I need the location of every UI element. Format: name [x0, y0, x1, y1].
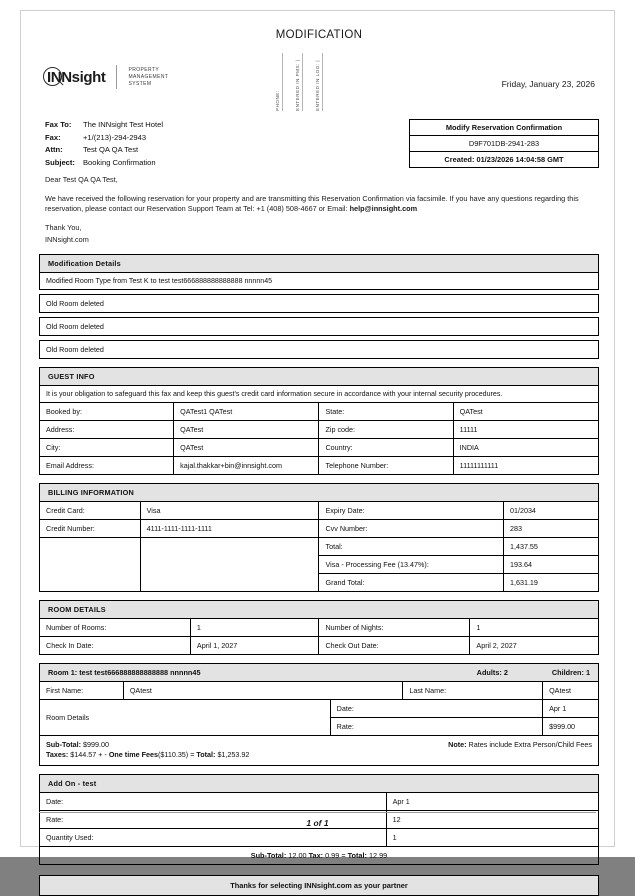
attn-value: Test QA QA Test [82, 145, 139, 154]
add-on-subtotal-label: Sub-Total: [250, 850, 287, 860]
letter-signature: INNsight.com [45, 235, 89, 244]
modification-row-deleted-1: Old Room deleted [39, 294, 599, 313]
table-row [40, 402, 599, 420]
table-row [40, 438, 599, 456]
vertical-mark-entered-log: ENTERED IN LOG: | [315, 53, 323, 111]
state-value: QATest [453, 402, 598, 420]
guest-info-header-row [40, 367, 599, 385]
table-row [40, 456, 599, 474]
logo-brand-text: INNsight [47, 68, 106, 86]
room-1-totals [46, 740, 249, 761]
letter-body [39, 175, 599, 246]
room-1-subtotal-value: $999.00 [83, 739, 109, 749]
room-1-taxes-line [46, 750, 249, 761]
state-label: State: [319, 402, 453, 420]
processing-fee-value: 193.64 [503, 555, 598, 573]
logo-tagline-line2: MANAGEMENT [128, 73, 169, 80]
add-on-header-row [40, 774, 599, 792]
billing-header-row [40, 483, 599, 501]
first-name-label: First Name: [40, 681, 124, 699]
add-on-total-label: Total: [347, 850, 367, 860]
room-1-date-value: Apr 1 [543, 699, 599, 717]
room-1-total-value: $1,253.92 [217, 750, 250, 759]
document-date: Friday, January 23, 2026 [501, 79, 595, 89]
check-out-value: April 2, 2027 [470, 636, 599, 654]
vertical-mark-phone: PHONE: [275, 53, 283, 111]
last-name-value: QAtest [543, 681, 599, 699]
credit-card-label: Credit Card: [40, 501, 141, 519]
city-value: QATest [174, 438, 319, 456]
room-1-totals-row [40, 735, 599, 765]
table-row [40, 699, 599, 717]
cvv-label: Cvv Number: [319, 519, 503, 537]
country-label: Country: [319, 438, 453, 456]
booked-by-label: Booked by: [40, 402, 174, 420]
city-label: City: [40, 438, 174, 456]
modification-row-deleted-2: Old Room deleted [39, 317, 599, 336]
room-1-details-section [39, 681, 599, 766]
room-details-section [39, 600, 599, 655]
page-content [39, 29, 599, 896]
letter-paragraph [45, 194, 599, 215]
modification-details-header-row [40, 254, 599, 272]
table-row [40, 618, 599, 636]
fax-label: Fax: [45, 132, 61, 142]
expiry-value: 01/2034 [503, 501, 598, 519]
letter-thanks: Thank You, [45, 222, 82, 232]
zip-value: 11111 [453, 420, 598, 438]
fax-to-value: The INNsight Test Hotel [82, 120, 164, 129]
fax-to-block [45, 119, 163, 169]
add-on-total-value: 12.99 [368, 850, 388, 860]
telephone-value: 11111111111 [453, 456, 598, 474]
check-in-value: April 1, 2027 [190, 636, 319, 654]
add-on-tax-label: Tax: [308, 850, 324, 860]
grand-total-value: 1,631.19 [503, 573, 598, 591]
room-1-banner [39, 663, 599, 681]
room-1-taxes-amount: $144.57 + - [70, 750, 107, 759]
billing-information-section [39, 483, 599, 592]
number-of-nights-label: Number of Nights: [319, 618, 470, 636]
guest-info-section [39, 367, 599, 475]
credit-number-label: Credit Number: [40, 519, 141, 537]
attn-label: Attn: [45, 145, 63, 154]
add-on-date-label: Date: [40, 792, 387, 810]
modification-details-header: Modification Details [40, 254, 599, 272]
fax-to-label: Fax To: [45, 120, 72, 129]
support-email: help@innsight.com [349, 204, 418, 213]
fax-header-row [39, 119, 599, 169]
number-of-rooms-value: 1 [190, 618, 319, 636]
subject-label: Subject: [45, 157, 75, 167]
room-1-adults: Adults: 2 [476, 667, 508, 677]
address-value: QATest [174, 420, 319, 438]
subject-value: Booking Confirmation [82, 157, 156, 167]
modification-row-text: Modified Room Type from Test K to test test666888888888888 nnnnn45 [40, 272, 599, 289]
email-label: Email Address: [40, 456, 174, 474]
billing-total-value: 1,437.55 [503, 537, 598, 555]
innsight-logo [45, 65, 168, 89]
add-on-subtotal-value: 12.00 [288, 850, 307, 860]
fax-to-row [45, 119, 163, 132]
logo-divider [116, 65, 117, 89]
table-row [40, 501, 599, 519]
processing-fee-label: Visa - Processing Fee (13.47%): [319, 555, 503, 573]
confirmation-title: Modify Reservation Confirmation [410, 120, 598, 136]
zip-label: Zip code: [319, 420, 453, 438]
add-on-total-row [40, 846, 599, 864]
billing-header: BILLING INFORMATION [40, 483, 599, 501]
first-name-value: QAtest [123, 681, 402, 699]
confirmation-box [409, 119, 599, 168]
footer-divider [39, 812, 596, 813]
logo-tagline [128, 67, 168, 88]
logo-wordmark [45, 69, 105, 86]
logo-tagline-line1: PROPERTY [128, 66, 160, 73]
modification-row [40, 272, 599, 289]
table-row [40, 792, 599, 810]
expiry-label: Expiry Date: [319, 501, 503, 519]
check-in-label: Check In Date: [40, 636, 191, 654]
table-row [40, 420, 599, 438]
confirmation-created: Created: 01/23/2026 14:04:58 GMT [444, 155, 564, 164]
document-header [39, 57, 599, 115]
table-row [40, 519, 599, 537]
number-of-rooms-label: Number of Rooms: [40, 618, 191, 636]
address-label: Address: [40, 420, 174, 438]
room-1-fees-label: One time Fees [108, 750, 158, 759]
footer-banner: Thanks for selecting INNsight.com as your partner [39, 875, 599, 896]
page-number: 1 of 1 [306, 818, 329, 828]
add-on-header: Add On - test [40, 774, 599, 792]
table-row [40, 828, 599, 846]
letter-greeting: Dear Test QA QA Test, [45, 175, 118, 184]
credit-card-value: Visa [140, 501, 319, 519]
add-on-date-value: Apr 1 [386, 792, 598, 810]
table-row [40, 636, 599, 654]
add-on-tax-value: 0.99 = [325, 850, 346, 860]
room-1-subtotal-line [46, 740, 249, 751]
fax-stamp-marks [275, 53, 323, 117]
table-row [40, 681, 599, 699]
room-details-header: ROOM DETAILS [40, 600, 599, 618]
fax-value: +1/(213)-294-2943 [82, 132, 147, 142]
room-details-header-row [40, 600, 599, 618]
guest-info-header: GUEST INFO [40, 367, 599, 385]
page-sheet [20, 10, 615, 890]
fax-number-row [45, 132, 163, 145]
room-1-total-label: Total: [196, 750, 216, 759]
add-on-rate-label: Rate: [40, 810, 387, 828]
country-value: INDIA [453, 438, 598, 456]
cvv-value: 283 [503, 519, 598, 537]
room-1-note-label: Note: [448, 739, 467, 749]
number-of-nights-value: 1 [470, 618, 599, 636]
room-1-rate-label: Rate: [330, 717, 542, 735]
modification-row-deleted-3: Old Room deleted [39, 340, 599, 359]
room-1-note-text: Rates include Extra Person/Child Fees [468, 739, 592, 749]
add-on-qty-label: Quantity Used: [40, 828, 387, 846]
telephone-label: Telephone Number: [319, 456, 453, 474]
room-1-title: Room 1: test test666888888888888 nnnnn45 [48, 667, 201, 677]
confirmation-code: D9F701DB-2941-283 [410, 136, 598, 152]
room-1-note [448, 740, 592, 751]
email-value: kajal.thakkar+bin@innsight.com [174, 456, 319, 474]
vertical-mark-entered-pms: ENTERED IN PMS: | [295, 53, 303, 111]
guest-info-notice: It is your obligation to safeguard this fax and keep this guest's credit card information secure in accordance with your internal security procedures. [40, 385, 599, 402]
room-1-rate-value: $999.00 [543, 717, 599, 735]
letter-paragraph-text: We have received the following reservation for your property and are transmitting this Reservation Confirmation via facsimile. If you have any questions regarding this reservation, please contact our Reservation Support Team at Tel: +1 (408) 508-4667 or Email: [45, 193, 579, 213]
check-out-label: Check Out Date: [319, 636, 470, 654]
logo-tagline-line3: SYSTEM [128, 80, 152, 87]
modification-details-section [39, 254, 599, 290]
attn-row [45, 144, 163, 157]
room-1-details-label: Room Details [40, 699, 331, 735]
room-1-children: Children: 1 [551, 667, 590, 677]
subject-row [45, 157, 163, 170]
booked-by-value: QATest1 QATest [174, 402, 319, 420]
room-1-date-label: Date: [330, 699, 542, 717]
page-footer [39, 812, 596, 828]
room-1-fees-amount: ($110.35) = [157, 750, 195, 759]
billing-total-label: Total: [319, 537, 503, 555]
last-name-label: Last Name: [403, 681, 543, 699]
credit-number-value: 4111-1111-1111-1111 [140, 519, 319, 537]
add-on-rate-value: 12 [386, 810, 598, 828]
room-1-subtotal-label: Sub-Total: [46, 739, 81, 749]
add-on-qty-value: 1 [386, 828, 598, 846]
guest-info-notice-row [40, 385, 599, 402]
table-row [40, 537, 599, 555]
grand-total-label: Grand Total: [319, 573, 503, 591]
page-title: MODIFICATION [275, 29, 363, 41]
room-1-taxes-label: Taxes: [46, 750, 69, 759]
